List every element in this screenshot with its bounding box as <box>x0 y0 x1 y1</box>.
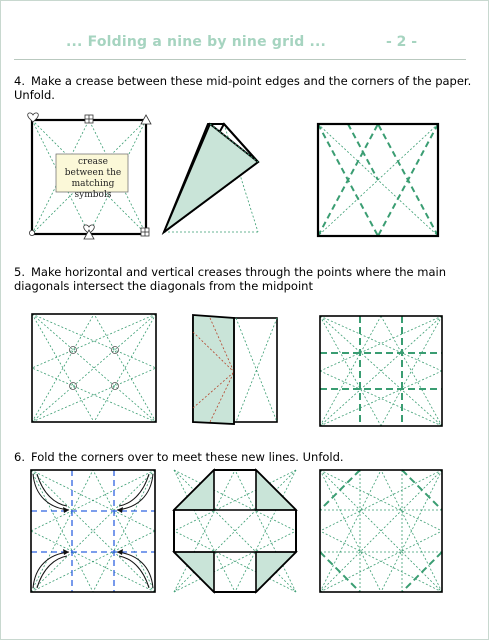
step-6-instruction <box>14 450 476 464</box>
step-4-number: 4. <box>14 74 25 88</box>
square-cross-icon <box>85 115 93 123</box>
step-4-callout: crease between the matching symbols <box>64 157 122 200</box>
step-5-figure-result <box>316 312 446 430</box>
step-4-figure-fold <box>160 120 262 238</box>
step-5-text: Make horizontal and vertical creases through the points where the main diagonals intersect the diagonals from the midpoint <box>14 265 446 293</box>
step-6-number: 6. <box>14 450 25 464</box>
step-4-instruction <box>14 74 476 102</box>
step-5-number: 5. <box>14 265 25 279</box>
step-5-figure-fold <box>190 312 280 428</box>
step-5-instruction <box>14 265 476 293</box>
step-6-figure-fold <box>170 466 300 596</box>
page-header <box>0 34 489 54</box>
page-number: - 2 - <box>386 34 418 50</box>
intersection-marker-icon <box>112 347 119 354</box>
step-6-text: Fold the corners over to meet these new lines. Unfold. <box>30 450 344 464</box>
step-4-text: Make a crease between these mid-point edges and the corners of the paper. Unfold. <box>14 74 472 102</box>
square-cross-icon <box>141 228 149 236</box>
circle-icon <box>29 230 34 235</box>
step-6-figure-arrows <box>27 466 159 596</box>
page-title: ... Folding a nine by nine grid ... <box>66 34 327 50</box>
step-4-figure-result <box>314 120 442 240</box>
intersection-marker-icon <box>70 347 77 354</box>
header-rule <box>14 59 466 60</box>
step-5-figure-points <box>28 310 160 426</box>
step-6-figure-result <box>316 466 446 596</box>
